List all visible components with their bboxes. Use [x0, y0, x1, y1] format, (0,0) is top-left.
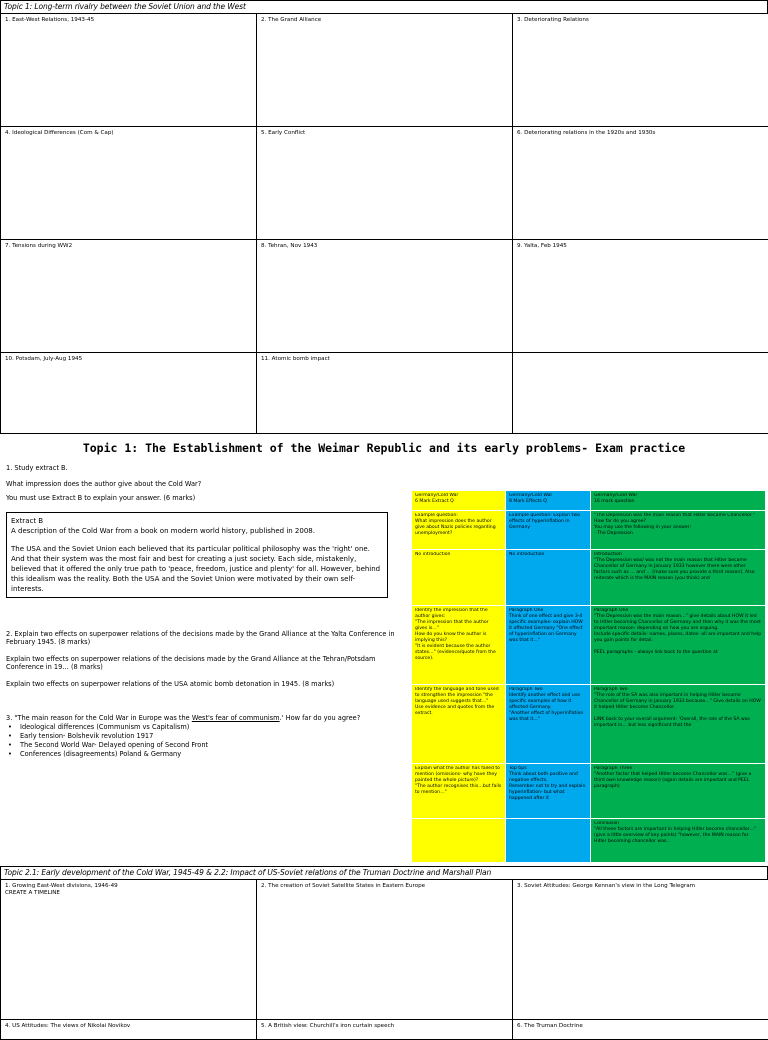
bullet-item: • Ideological differences (Communism vs Capitalism) — [16, 723, 401, 732]
extract-text: The USA and the Soviet Union each believed that its particular political philosophy was the 'right' one. And that their system was the most fair and best for creating a just society. Each side, mistakenly, believed that it offered the only true path to 'peace, freedom, justice and plenty' for all. However, behind this idealism was the reality. Both the USA and the Soviet Union were motivated by their own self-interests. — [11, 544, 381, 593]
grid-cell: 10. Potsdam, July-Aug 1945 — [1, 353, 257, 434]
extract-q-cell: Identify the language and tone used to strengthen the impression "the language used suggests that…" Use evidence and quotes from the extract. — [412, 685, 506, 764]
table-row — [412, 764, 766, 819]
grid-cell: 6. Deteriorating relations in the 1920s and 1930s — [513, 127, 768, 240]
grid-cell: 4. US Attitudes: The views of Nikolai Novikov — [1, 1020, 257, 1040]
grid-cell: 2. The creation of Soviet Satellite States in Eastern Europe — [257, 880, 513, 1020]
question-1-label: 1. Study extract B. — [6, 464, 68, 472]
essay-q-cell: Conclusion "All these factors are important in helping Hitler become chancellor…" (give a little overview of key points) "however, the MAIN reason for Hitler becoming chancellor was… — [591, 819, 766, 863]
essay-q-cell: Paragraph One "The Depression was the main reason…" give details about HOW it led to Hitler becoming Chancellor of Germany and then why it was the most important reason- depending on how you are arguing. Include specific details- names, places, dates- all are important and help you gain points for detail. PEEL paragraphs - always link back to the question at — [591, 606, 766, 685]
effects-q-cell: No introduction — [506, 550, 591, 606]
table-row — [412, 819, 766, 863]
topic-1-header: Topic 1: Long-term rivalry between the Soviet Union and the West — [0, 0, 768, 14]
topic-1-grid — [0, 14, 768, 434]
table-row — [412, 685, 766, 764]
effects-q-cell: Paragraph Two Identify another effect and use specific examples of how it affected Germany. "Another effect of hyperinflation was that it…" — [506, 685, 591, 764]
grid-cell: 1. Growing East-West divisions, 1946-49 CREATE A TIMELINE — [1, 880, 257, 1020]
exam-questions — [6, 464, 401, 759]
extract-q-cell — [412, 819, 506, 863]
bullet-item: • Early tension- Bolshevik revolution 1917 — [16, 732, 401, 741]
topic-2-grid — [0, 880, 768, 1040]
grid-cell: 1. East-West Relations, 1943-45 — [1, 14, 257, 127]
grid-cell: 4. Ideological Differences (Com & Cap) — [1, 127, 257, 240]
effects-q-cell: Paragraph One Think of one effect and give 3-4 specific examples- explain HOW it affected Germany "One effect of hyperinflation on Germany was that it…" — [506, 606, 591, 685]
question-3 — [6, 714, 401, 759]
grid-cell: 7. Tensions during WW2 — [1, 240, 257, 353]
extract-q-cell: Identify the impression that the author gives: "The impression that the author gives is…" How do you know the author is implying this? "It is evident because the author states…" (evidence/quote from the source). — [412, 606, 506, 685]
essay-q-cell: Paragraph Two "The role of the SA was also important in helping Hitler become Chancellor of Germany in January 1933 because…" Give details on HOW it helped Hitler become Chancellor. LINK back to your overall argument- 'Overall, the role of the SA was important in… but less significant that the — [591, 685, 766, 764]
bullet-item: • Conferences (disagreements) Poland & Germany — [16, 750, 401, 759]
grid-cell: 2. The Grand Alliance — [257, 14, 513, 127]
underlined-phrase: West's fear of communism — [191, 714, 280, 722]
table-row — [412, 606, 766, 685]
grid-cell: 5. Early Conflict — [257, 127, 513, 240]
effects-q-cell: Example question: Explain two effects of hyperinflation in Germany — [506, 511, 591, 550]
essay-q-cell: Paragraph Three "Another factor that helped Hitler become Chancellor was…" (give a third own knowledge reason) (again details are important and PEEL paragraph) — [591, 764, 766, 819]
exam-practice-sheet — [0, 434, 768, 866]
effects-q-cell: Germany/Cold War 8 Mark Effects Q — [506, 491, 591, 511]
question-2a: 2. Explain two effects on superpower relations of the decisions made by the Grand Alliance at the Yalta Conference in February 1945. (8 marks) — [6, 629, 395, 646]
question-3-text: 3. "The main reason for the Cold War in Europe was the West's fear of communism.' How far do you agree? — [6, 714, 361, 722]
mark-scheme-table — [411, 490, 766, 863]
grid-cell — [513, 353, 768, 434]
essay-q-cell: Germany/Cold War 16 mark question — [591, 491, 766, 511]
grid-cell: 3. Soviet Attitudes: George Kennan's view in the Long Telegram — [513, 880, 768, 1020]
effects-q-cell — [506, 819, 591, 863]
essay-q-cell: "The Depression was the main reason that Hitler became Chancellor." How far do you agree? You may use the following in your answer: - The Depression — [591, 511, 766, 550]
extract-q-cell: Example question: What impression does the author give about Nazis policies regarding unemployment? — [412, 511, 506, 550]
exam-practice-title: Topic 1: The Establishment of the Weimar Republic and its early problems- Exam practice — [82, 441, 686, 455]
question-2b: Explain two effects on superpower relations of the decisions made by the Grand Alliance at the Tehran/Potsdam Conference in 19… (8 marks) — [6, 654, 376, 671]
extract-q-cell: Explain what the author has failed to mention (omissions- why have they painted the whole picture)? "The author recognises this…but fails to mention…" — [412, 764, 506, 819]
grid-cell: 11. Atomic bomb impact — [257, 353, 513, 434]
question-3-bullets — [6, 723, 401, 759]
extract-source: A description of the Cold War from a book on modern world history, published in 2008. — [11, 526, 315, 535]
top-worksheet — [0, 0, 768, 434]
bottom-worksheet — [0, 866, 768, 1029]
extract-q-cell: Germany/Cold War 6 Mark Extract Q — [412, 491, 506, 511]
extract-q-cell: No introduction — [412, 550, 506, 606]
extract-title: Extract B — [11, 516, 44, 525]
grid-cell: 6. The Truman Doctrine — [513, 1020, 768, 1040]
grid-cell: 3. Deteriorating Relations — [513, 14, 768, 127]
table-row — [412, 491, 766, 511]
essay-q-cell: Introduction "The Depression was/ was not the main reason that Hitler became Chancellor of Germany in January 1933 however there were other factors such as … and … [make sure you provide a third reason]. Also reiterate which is the MAIN reason (you think) and — [591, 550, 766, 606]
topic-2-header: Topic 2.1: Early development of the Cold War, 1945-49 & 2.2: Impact of US-Soviet relations of the Truman Doctrine and Marshall Plan — [0, 866, 768, 880]
question-1-instruction: You must use Extract B to explain your answer. (6 marks) — [6, 494, 196, 502]
table-row — [412, 511, 766, 550]
effects-q-cell: Top tips Think about both positive and negative effects. Remember not to try and explain hyperinflation- but what happened after it — [506, 764, 591, 819]
grid-cell: 5. A British view: Churchill's iron curtain speech — [257, 1020, 513, 1040]
bullet-item: • The Second World War- Delayed opening of Second Front — [16, 741, 401, 750]
question-2c: Explain two effects on superpower relations of the USA atomic bomb detonation in 1945. (8 marks) — [6, 679, 335, 688]
table-row — [412, 550, 766, 606]
extract-box — [6, 512, 388, 598]
grid-cell: 9. Yalta, Feb 1945 — [513, 240, 768, 353]
question-1-text: What impression does the author give about the Cold War? — [6, 479, 202, 488]
grid-cell: 8. Tehran, Nov 1943 — [257, 240, 513, 353]
